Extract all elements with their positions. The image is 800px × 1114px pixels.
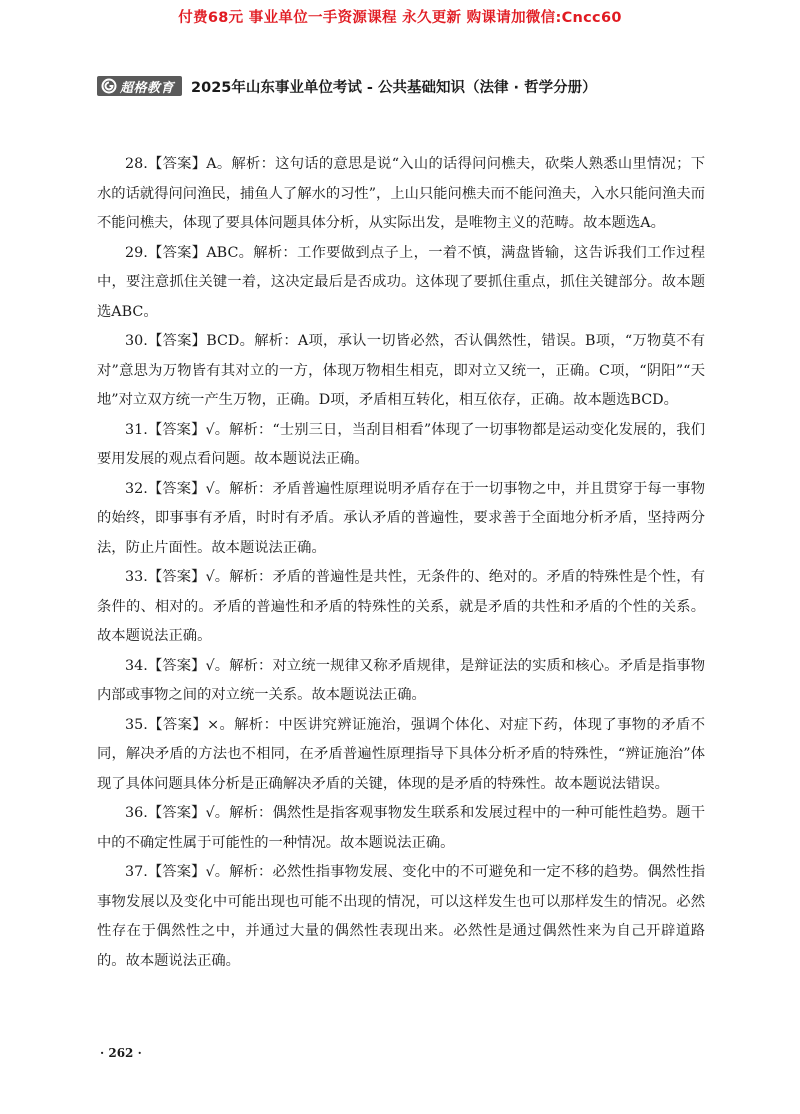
answer-item-34: 34.【答案】√。解析：对立统一规律又称矛盾规律，是辩证法的实质和核心。矛盾是指事物内部或事物之间的对立统一关系。故本题说法正确。 [97,657,705,703]
answer-item-36: 36.【答案】√。解析：偶然性是指客观事物发生联系和发展过程中的一种可能性趋势。题干中的不确定性属于可能性的一种情况。故本题说法正确。 [97,805,705,851]
publisher-logo-text: 超格教育 [120,80,175,96]
answer-item-29: 29.【答案】ABC。解析：工作要做到点子上，一着不慎，满盘皆输，这告诉我们工作过程中，要注意抓住关键一着，这决定最后是否成功。这体现了要抓住重点，抓住关键部分。故本题选ABC。 [97,244,705,320]
publisher-logo [97,76,182,96]
page-number: · 262 · [100,1046,142,1060]
document-title: 2025年山东事业单位考试 - 公共基础知识（法律 · 哲学分册） [191,79,597,96]
answer-item-32: 32.【答案】√。解析：矛盾普遍性原理说明矛盾存在于一切事物之中，并且贯穿于每一事物的始终，即事事有矛盾，时时有矛盾。承认矛盾的普遍性，要求善于全面地分析矛盾，坚持两分法，防止片面性。故本题说法正确。 [97,480,705,556]
answer-item-35: 35.【答案】×。解析：中医讲究辨证施治，强调个体化、对症下药，体现了事物的矛盾不同，解决矛盾的方法也不相同，在矛盾普遍性原理指导下具体分析矛盾的特殊性，“辨证施治”体现了具体问题具体分析是正确解决矛盾的关键，体现的是矛盾的特殊性。故本题说法错误。 [97,716,705,792]
answer-item-33: 33.【答案】√。解析：矛盾的普遍性是共性，无条件的、绝对的。矛盾的特殊性是个性，有条件的、相对的。矛盾的普遍性和矛盾的特殊性的关系，就是矛盾的共性和矛盾的个性的关系。故本题说法正确。 [97,569,705,644]
answer-item-28: 28.【答案】A。解析：这句话的意思是说“入山的话得问问樵夫，砍柴人熟悉山里情况；下水的话就得问问渔民，捕鱼人了解水的习性”，上山只能问樵夫而不能问渔夫，入水只能问渔夫而不能问樵夫，体现了要具体问题具体分析，从实际出发，是唯物主义的范畴。故本题选A。 [97,156,705,231]
answer-item-31: 31.【答案】√。解析：“士别三日，当刮目相看”体现了一切事物都是运动变化发展的，我们要用发展的观点看问题。故本题说法正确。 [97,421,705,467]
answer-list [97,150,705,976]
answer-item-30: 30.【答案】BCD。解析：A项，承认一切皆必然，否认偶然性，错误。B项，“万物莫不有对”意思为万物皆有其对立的一方，体现万物相生相克，即对立又统一，正确。C项，“阴阳”“天地”对立双方统一产生万物，正确。D项，矛盾相互转化，相互依存，正确。故本题选BCD。 [97,333,705,408]
publisher-logo-icon [101,78,117,94]
answer-item-37: 37.【答案】√。解析：必然性指事物发展、变化中的不可避免和一定不移的趋势。偶然性指事物发展以及变化中可能出现也可能不出现的情况，可以这样发生也可以那样发生的情况。必然性存在于偶然性之中，并通过大量的偶然性表现出来。必然性是通过偶然性来为自己开辟道路的。故本题说法正确。 [97,864,705,969]
promo-banner: 付费68元 事业单位一手资源课程 永久更新 购课请加微信:Cncc60 [178,10,622,26]
document-header [97,74,740,98]
